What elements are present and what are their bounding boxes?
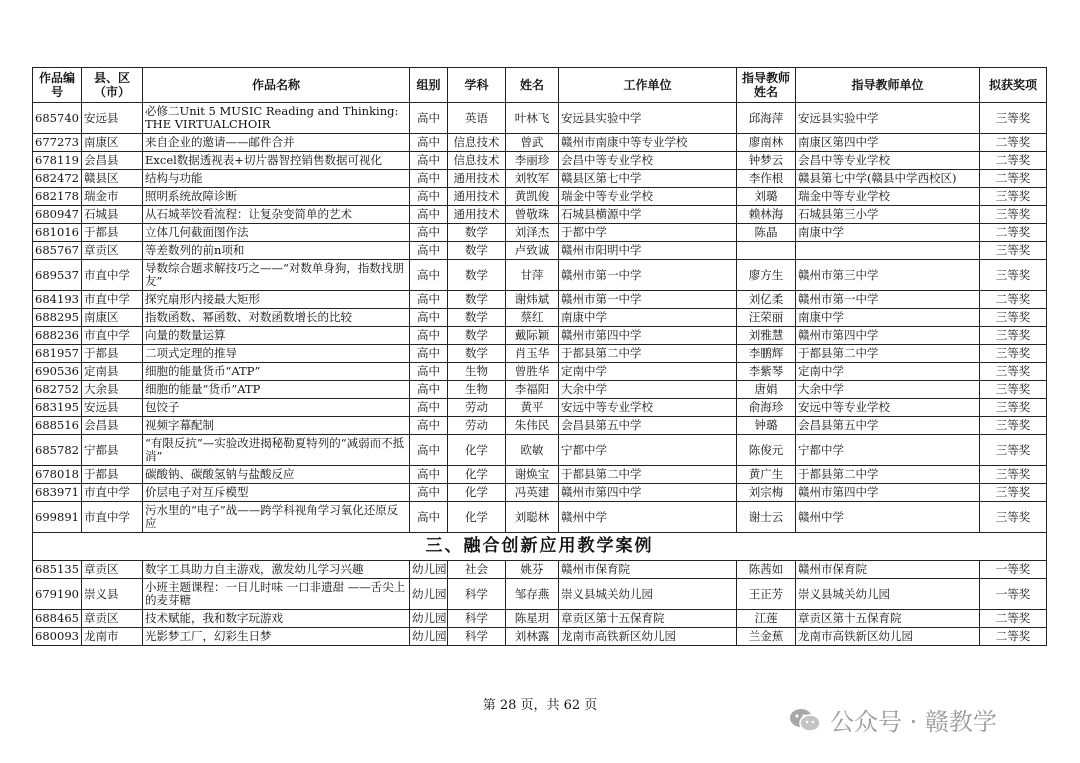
cell-subject: 数学 [448,224,506,242]
cell-group: 高中 [410,363,448,381]
cell-subject: 信息技术 [448,152,506,170]
cell-county: 石城县 [82,206,143,224]
cell-teacher-unit: 赣州市第三中学 [796,260,980,291]
cell-workplace: 赣州市第一中学 [559,260,737,291]
cell-subject: 生物 [448,381,506,399]
cell-subject: 劳动 [448,399,506,417]
cell-name: 谢炜斌 [506,291,559,309]
cell-teacher-unit: 会昌县第五中学 [796,417,980,435]
table-row [33,134,1047,152]
cell-group: 幼儿园 [410,610,448,628]
cell-award: 二等奖 [980,152,1047,170]
cell-group: 高中 [410,170,448,188]
cell-county: 市直中学 [82,327,143,345]
cell-award: 三等奖 [980,435,1047,466]
cell-group: 高中 [410,152,448,170]
cell-subject: 数学 [448,291,506,309]
cell-award: 二等奖 [980,291,1047,309]
cell-teacher-unit: 崇义县城关幼儿园 [796,579,980,610]
table-row [33,381,1047,399]
cell-teacher-unit: 瑞金中等专业学校 [796,188,980,206]
table-row [33,206,1047,224]
cell-workplace: 崇义县城关幼儿园 [559,579,737,610]
cell-county: 于都县 [82,466,143,484]
cell-id: 681016 [33,224,82,242]
cell-title: 数字工具助力自主游戏，激发幼儿学习兴趣 [143,561,410,579]
section-row [33,533,1047,561]
cell-id: 684193 [33,291,82,309]
table-row [33,628,1047,646]
cell-subject: 通用技术 [448,206,506,224]
cell-subject: 化学 [448,435,506,466]
cell-id: 685767 [33,242,82,260]
cell-workplace: 赣州市第一中学 [559,291,737,309]
cell-teacher-unit: 龙南市高铁新区幼儿园 [796,628,980,646]
cell-workplace: 瑞金中等专业学校 [559,188,737,206]
cell-group: 高中 [410,291,448,309]
cell-id: 685135 [33,561,82,579]
cell-workplace: 于都县第二中学 [559,466,737,484]
cell-teacher: 赖林海 [737,206,796,224]
cell-county: 市直中学 [82,484,143,502]
cell-title: 碳酸钠、碳酸氢钠与盐酸反应 [143,466,410,484]
cell-teacher: 陈茜如 [737,561,796,579]
cell-county: 崇义县 [82,579,143,610]
cell-subject: 数学 [448,260,506,291]
cell-teacher: 黄广生 [737,466,796,484]
cell-teacher: 兰金蕉 [737,628,796,646]
header-id: 作品编号 [33,68,82,103]
table-row [33,188,1047,206]
cell-group: 高中 [410,399,448,417]
cell-workplace: 于都县第二中学 [559,345,737,363]
cell-teacher-unit: 赣州市保育院 [796,561,980,579]
cell-teacher-unit: 定南中学 [796,363,980,381]
cell-group: 高中 [410,417,448,435]
table-row [33,502,1047,533]
cell-title: 探究扇形内接最大矩形 [143,291,410,309]
cell-name: 黄凯俊 [506,188,559,206]
cell-teacher-unit: 于都县第二中学 [796,466,980,484]
award-table [32,67,1047,646]
cell-name: 甘萍 [506,260,559,291]
cell-teacher-unit: 南康中学 [796,309,980,327]
cell-title: 光影梦工厂，幻彩生日梦 [143,628,410,646]
cell-id: 682472 [33,170,82,188]
cell-name: 冯英建 [506,484,559,502]
cell-title: 立体几何截面图作法 [143,224,410,242]
cell-subject: 社会 [448,561,506,579]
cell-title: 视频字幕配制 [143,417,410,435]
cell-workplace: 安远中等专业学校 [559,399,737,417]
cell-id: 680947 [33,206,82,224]
cell-teacher-unit: 安远县实验中学 [796,103,980,134]
cell-teacher: 邱海萍 [737,103,796,134]
cell-name: 叶林飞 [506,103,559,134]
cell-id: 699891 [33,502,82,533]
cell-id: 678018 [33,466,82,484]
table-row [33,309,1047,327]
cell-county: 龙南市 [82,628,143,646]
cell-group: 高中 [410,327,448,345]
cell-teacher-unit: 南康区第四中学 [796,134,980,152]
cell-name: 刘林露 [506,628,559,646]
cell-title: 来自企业的邀请——邮件合并 [143,134,410,152]
cell-id: 688236 [33,327,82,345]
cell-name: 李丽珍 [506,152,559,170]
cell-county: 会昌县 [82,152,143,170]
cell-subject: 数学 [448,242,506,260]
table-body [33,103,1047,646]
cell-teacher [737,242,796,260]
cell-name: 曾胜华 [506,363,559,381]
header-subject: 学科 [448,68,506,103]
cell-id: 681957 [33,345,82,363]
table-row [33,260,1047,291]
cell-teacher-unit: 赣州市第一中学 [796,291,980,309]
table-row [33,170,1047,188]
cell-id: 688465 [33,610,82,628]
cell-id: 683971 [33,484,82,502]
cell-teacher: 王正芳 [737,579,796,610]
cell-teacher: 刘宗梅 [737,484,796,502]
cell-id: 689537 [33,260,82,291]
cell-group: 高中 [410,484,448,502]
cell-id: 688516 [33,417,82,435]
header-teacher: 指导教师姓名 [737,68,796,103]
cell-subject: 数学 [448,309,506,327]
cell-title: 指数函数、幂函数、对数函数增长的比较 [143,309,410,327]
cell-subject: 通用技术 [448,170,506,188]
cell-teacher-unit: 宁都中学 [796,435,980,466]
cell-title: 包饺子 [143,399,410,417]
cell-teacher: 刘璐 [737,188,796,206]
header-title: 作品名称 [143,68,410,103]
cell-teacher: 钟梦云 [737,152,796,170]
cell-id: 688295 [33,309,82,327]
cell-subject: 信息技术 [448,134,506,152]
cell-workplace: 会昌中等专业学校 [559,152,737,170]
watermark-text: 公众号 · 赣教学 [830,708,997,736]
cell-subject: 化学 [448,484,506,502]
cell-county: 会昌县 [82,417,143,435]
cell-name: 李福阳 [506,381,559,399]
cell-group: 高中 [410,242,448,260]
cell-workplace: 会昌县第五中学 [559,417,737,435]
table-row [33,242,1047,260]
cell-group: 高中 [410,206,448,224]
table-row [33,103,1047,134]
cell-teacher-unit: 赣州中学 [796,502,980,533]
cell-teacher-unit: 会昌中等专业学校 [796,152,980,170]
cell-group: 高中 [410,309,448,327]
cell-workplace: 大余中学 [559,381,737,399]
cell-name: 谢焕宝 [506,466,559,484]
cell-workplace: 赣州市第四中学 [559,327,737,345]
cell-id: 682752 [33,381,82,399]
table-row [33,579,1047,610]
cell-group: 高中 [410,134,448,152]
cell-subject: 科学 [448,610,506,628]
cell-county: 定南县 [82,363,143,381]
cell-county: 于都县 [82,345,143,363]
cell-award: 一等奖 [980,561,1047,579]
cell-teacher-unit: 赣州市第四中学 [796,484,980,502]
cell-teacher: 谢士云 [737,502,796,533]
cell-title: 二项式定理的推导 [143,345,410,363]
cell-name: 曾敬珠 [506,206,559,224]
table-row [33,561,1047,579]
table-row [33,224,1047,242]
cell-name: 肖玉华 [506,345,559,363]
cell-teacher: 江莲 [737,610,796,628]
cell-group: 幼儿园 [410,628,448,646]
cell-workplace: 赣州市南康中等专业学校 [559,134,737,152]
cell-county: 章贡区 [82,561,143,579]
cell-teacher: 李鹏辉 [737,345,796,363]
cell-award: 三等奖 [980,502,1047,533]
cell-teacher: 李紫琴 [737,363,796,381]
cell-county: 大余县 [82,381,143,399]
cell-award: 三等奖 [980,188,1047,206]
cell-title: 必修二Unit 5 MUSIC Reading and Thinking: THE VIRTUALCHOIR [143,103,410,134]
cell-name: 朱伟民 [506,417,559,435]
cell-title: 导数综合题求解技巧之——“对数单身狗，指数找朋友” [143,260,410,291]
cell-name: 邹存燕 [506,579,559,610]
cell-award: 三等奖 [980,242,1047,260]
cell-id: 685740 [33,103,82,134]
table-row [33,291,1047,309]
cell-county: 市直中学 [82,291,143,309]
cell-award: 三等奖 [980,206,1047,224]
cell-id: 679190 [33,579,82,610]
cell-subject: 生物 [448,363,506,381]
cell-subject: 数学 [448,345,506,363]
cell-teacher: 廖南林 [737,134,796,152]
cell-award: 二等奖 [980,170,1047,188]
cell-subject: 数学 [448,327,506,345]
cell-county: 南康区 [82,309,143,327]
cell-award: 一等奖 [980,579,1047,610]
cell-teacher-unit: 赣县第七中学(赣县中学西校区) [796,170,980,188]
cell-county: 南康区 [82,134,143,152]
cell-award: 三等奖 [980,381,1047,399]
cell-title: “有限反抗”—实验改进揭秘勒夏特列的“减弱而不抵消” [143,435,410,466]
table-row [33,484,1047,502]
header-county: 县、区（市） [82,68,143,103]
cell-group: 高中 [410,502,448,533]
cell-county: 瑞金市 [82,188,143,206]
cell-id: 690536 [33,363,82,381]
cell-county: 市直中学 [82,260,143,291]
cell-award: 三等奖 [980,363,1047,381]
cell-workplace: 龙南市高铁新区幼儿园 [559,628,737,646]
cell-id: 678119 [33,152,82,170]
cell-workplace: 赣州市保育院 [559,561,737,579]
table-row [33,610,1047,628]
cell-subject: 化学 [448,466,506,484]
cell-group: 高中 [410,260,448,291]
cell-workplace: 赣县区第七中学 [559,170,737,188]
cell-group: 高中 [410,103,448,134]
cell-teacher-unit: 石城县第三小学 [796,206,980,224]
cell-id: 683195 [33,399,82,417]
cell-subject: 英语 [448,103,506,134]
table-row [33,327,1047,345]
cell-teacher: 俞海珍 [737,399,796,417]
cell-group: 高中 [410,381,448,399]
cell-group: 高中 [410,188,448,206]
cell-workplace: 赣州中学 [559,502,737,533]
cell-title: 结构与功能 [143,170,410,188]
cell-award: 二等奖 [980,628,1047,646]
table-row [33,435,1047,466]
cell-county: 章贡区 [82,242,143,260]
cell-workplace: 赣州市第四中学 [559,484,737,502]
cell-award: 三等奖 [980,260,1047,291]
cell-title: 向量的数量运算 [143,327,410,345]
cell-group: 高中 [410,435,448,466]
cell-subject: 科学 [448,579,506,610]
cell-county: 市直中学 [82,502,143,533]
watermark [788,702,997,737]
cell-teacher: 汪荣丽 [737,309,796,327]
wechat-icon [788,707,822,733]
cell-title: 价层电子对互斥模型 [143,484,410,502]
cell-award: 三等奖 [980,327,1047,345]
cell-award: 三等奖 [980,484,1047,502]
cell-workplace: 宁都中学 [559,435,737,466]
cell-county: 章贡区 [82,610,143,628]
cell-teacher: 刘雅慧 [737,327,796,345]
cell-id: 685782 [33,435,82,466]
cell-teacher: 唐娟 [737,381,796,399]
header-name: 姓名 [506,68,559,103]
cell-teacher: 刘亿柔 [737,291,796,309]
header-award: 拟获奖项 [980,68,1047,103]
section-title: 三、融合创新应用教学案例 [33,533,1047,561]
cell-teacher: 陈晶 [737,224,796,242]
cell-title: 技术赋能，我和数字玩游戏 [143,610,410,628]
cell-title: 细胞的能量货币“ATP” [143,363,410,381]
cell-title: 照明系统故障诊断 [143,188,410,206]
cell-award: 三等奖 [980,417,1047,435]
cell-award: 三等奖 [980,345,1047,363]
cell-workplace: 于都中学 [559,224,737,242]
cell-county: 安远县 [82,103,143,134]
cell-id: 680093 [33,628,82,646]
cell-teacher: 廖方生 [737,260,796,291]
cell-name: 姚芬 [506,561,559,579]
cell-workplace: 定南中学 [559,363,737,381]
cell-title: 等差数列的前n项和 [143,242,410,260]
cell-teacher-unit [796,242,980,260]
cell-award: 二等奖 [980,134,1047,152]
cell-group: 高中 [410,224,448,242]
cell-name: 欧敏 [506,435,559,466]
cell-name: 黄平 [506,399,559,417]
cell-group: 高中 [410,466,448,484]
cell-county: 于都县 [82,224,143,242]
cell-workplace: 赣州市阳明中学 [559,242,737,260]
cell-award: 二等奖 [980,224,1047,242]
cell-award: 三等奖 [980,399,1047,417]
cell-title: Excel数据透视表+切片器智控销售数据可视化 [143,152,410,170]
cell-workplace: 石城县横源中学 [559,206,737,224]
table-header-row [33,68,1047,103]
table-row [33,466,1047,484]
cell-teacher-unit: 南康中学 [796,224,980,242]
table-row [33,363,1047,381]
header-workplace: 工作单位 [559,68,737,103]
cell-award: 三等奖 [980,466,1047,484]
cell-teacher: 钟璐 [737,417,796,435]
cell-subject: 化学 [448,502,506,533]
cell-name: 陈星玥 [506,610,559,628]
cell-county: 宁都县 [82,435,143,466]
cell-subject: 通用技术 [448,188,506,206]
cell-name: 刘聪林 [506,502,559,533]
cell-name: 戴际颖 [506,327,559,345]
cell-workplace: 南康中学 [559,309,737,327]
cell-subject: 劳动 [448,417,506,435]
cell-group: 幼儿园 [410,579,448,610]
cell-award: 二等奖 [980,610,1047,628]
cell-teacher-unit: 章贡区第十五保育院 [796,610,980,628]
cell-name: 蔡红 [506,309,559,327]
table-row [33,152,1047,170]
cell-teacher: 李作根 [737,170,796,188]
table-row [33,417,1047,435]
cell-award: 三等奖 [980,103,1047,134]
cell-id: 677273 [33,134,82,152]
cell-teacher-unit: 赣州市第四中学 [796,327,980,345]
cell-title: 细胞的能量“货币”ATP [143,381,410,399]
cell-county: 安远县 [82,399,143,417]
cell-title: 从石城莘饺看流程：让复杂变简单的艺术 [143,206,410,224]
page-number: 第 28 页，共 62 页 [482,698,598,713]
cell-workplace: 安远县实验中学 [559,103,737,134]
cell-subject: 科学 [448,628,506,646]
cell-id: 682178 [33,188,82,206]
cell-teacher-unit: 于都县第二中学 [796,345,980,363]
cell-title: 污水里的“电子”战——跨学科视角学习氧化还原反应 [143,502,410,533]
cell-group: 高中 [410,345,448,363]
header-group: 组别 [410,68,448,103]
table-row [33,345,1047,363]
cell-teacher-unit: 安远中等专业学校 [796,399,980,417]
cell-name: 刘牧军 [506,170,559,188]
cell-name: 卢致诚 [506,242,559,260]
cell-name: 刘泽杰 [506,224,559,242]
cell-teacher: 陈俊元 [737,435,796,466]
table-row [33,399,1047,417]
cell-award: 三等奖 [980,309,1047,327]
cell-county: 赣县区 [82,170,143,188]
cell-title: 小班主题课程：一日儿时味 一口非遗甜 ——舌尖上的麦芽糖 [143,579,410,610]
header-teacher-unit: 指导教师单位 [796,68,980,103]
cell-group: 幼儿园 [410,561,448,579]
cell-teacher-unit: 大余中学 [796,381,980,399]
cell-name: 曾武 [506,134,559,152]
cell-workplace: 章贡区第十五保育院 [559,610,737,628]
